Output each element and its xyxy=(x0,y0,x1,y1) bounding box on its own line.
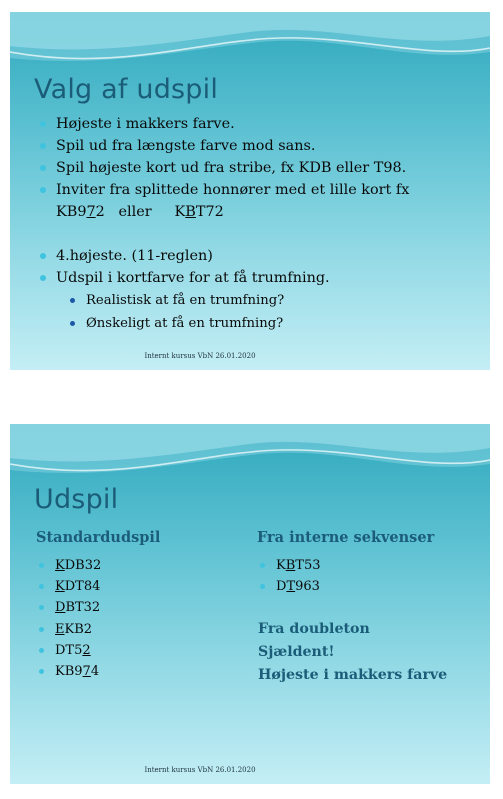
list-item: Udspil i kortfarve for at få trumfning. Realistisk at få en trumfning? Ønskeligt at få en trumfning? xyxy=(38,267,478,335)
slide-title: Udspil xyxy=(34,484,119,515)
rare-note: Sjældent! xyxy=(258,644,335,660)
bullet-list xyxy=(38,113,478,335)
right-column-heading: Fra interne sekvenser xyxy=(257,529,435,546)
list-item xyxy=(38,179,478,223)
slide-footer: Internt kursus VbN 26.01.2020 xyxy=(144,766,256,774)
list-item: KBT53 xyxy=(259,555,321,576)
slide-footer: Internt kursus VbN 26.01.2020 xyxy=(144,352,256,360)
sub-list-item: Realistisk at få en trumfning? xyxy=(56,289,478,312)
invite-text: Inviter fra splittede honnører med et lille kort fx xyxy=(56,182,410,198)
slide-2 xyxy=(10,424,490,784)
list-item: Spil ud fra længste farve mod sans. xyxy=(38,135,478,157)
list-item: Højeste i makkers farve. xyxy=(38,113,478,135)
list-item: KB974 xyxy=(38,661,101,682)
slide-1 xyxy=(10,12,490,370)
list-item: 4.højeste. (11-reglen) xyxy=(38,245,478,267)
standard-leads-list xyxy=(38,555,101,682)
partner-suit-note: Højeste i makkers farve xyxy=(258,667,448,683)
doubleton-note: Fra doubleton xyxy=(258,621,370,637)
example-separator: eller xyxy=(118,204,152,220)
list-item: KDT84 xyxy=(38,576,101,597)
slide-title: Valg af udspil xyxy=(34,74,219,105)
list-item: DBT32 xyxy=(38,597,101,618)
list-item: Spil højeste kort ud fra stribe, fx KDB eller T98. xyxy=(38,157,478,179)
example-hand: KB972 xyxy=(56,204,105,220)
list-item: EKB2 xyxy=(38,619,101,640)
list-item: DT52 xyxy=(38,640,101,661)
sub-list-item: Ønskeligt at få en trumfning? xyxy=(56,312,478,335)
sub-bullet-list xyxy=(56,289,478,335)
sequence-leads-list xyxy=(259,555,321,597)
list-item: DT963 xyxy=(259,576,321,597)
list-item: KDB32 xyxy=(38,555,101,576)
left-column-heading: Standardudspil xyxy=(36,529,161,546)
example-hand: KBT72 xyxy=(174,204,224,220)
